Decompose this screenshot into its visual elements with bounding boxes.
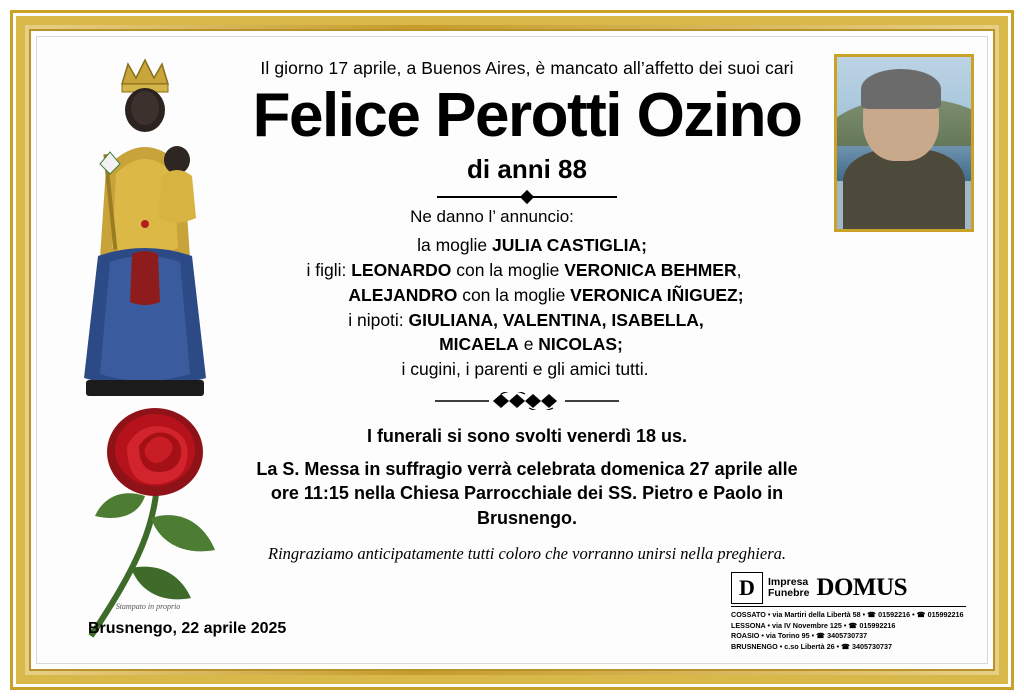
deceased-name: Felice Perotti Ozino [252,81,802,150]
deceased-portrait-photo [834,54,974,232]
memorial-text-column [230,40,824,660]
agency-contact-line: ROASIO • via Torino 95 • ☎ 3405730737 [731,631,868,641]
flourish-icon [427,392,627,410]
list-item: i cugini, i parenti e gli amici tutti. [401,359,649,380]
print-note: Stampato in proprio [115,602,181,611]
photo-hair [861,69,941,109]
agency-contact-line: COSSATO • via Martiri della Libertà 58 • ☎ 01592216 • ☎ 015992216 [731,610,964,620]
place-and-date: Brusnengo, 22 aprile 2025 [88,620,287,637]
funeral-info: I funerali si sono svolti venerdì 18 us. [366,426,688,447]
thanks-text: Ringraziamo anticipatamente tutti coloro che vorranno unirsi nella preghiera. [267,544,787,564]
list-item: MICAELA e NICOLAS; [439,334,623,355]
agency-word-2: Funebre [768,586,810,599]
agency-rule [731,606,966,608]
agency-contact-line: BRUSNENGO • c.so Libertà 26 • ☎ 3405730737 [731,641,892,651]
mass-line-2: ore 11:15 nella Chiesa Parrocchiale dei SS. Pietro e Paolo in Brusnengo. [270,483,784,528]
mass-info [230,457,824,530]
lead-text: Il giorno 17 aprile, a Buenos Aires, è mancato all’affetto dei suoi cari [260,58,794,78]
mass-line-1: La S. Messa in suffragio verrà celebrata domenica 27 aprile alle [256,459,798,480]
agency-contacts [731,610,966,652]
family-list [230,233,824,382]
list-item: la moglie JULIA CASTIGLIA; [417,235,647,256]
photo-body [843,149,965,229]
agency-logo [731,572,966,604]
poster-content [40,40,984,660]
agency-badge-icon: D [731,572,763,604]
ornament-divider-icon [230,392,824,414]
list-item: i figli: LEONARDO con la moglie VERONICA BEHMER, [306,259,742,280]
deceased-age: di anni 88 [467,154,587,185]
list-item: i nipoti: GIULIANA, VALENTINA, ISABELLA, [348,309,704,330]
agency-words [768,577,809,599]
funeral-agency-block [731,572,966,652]
diamond-divider-icon [437,191,617,203]
announcement-label: Ne danno l’ annuncio: [410,207,574,227]
agency-contact-line: LESSONA • via IV Novembre 125 • ☎ 015992216 [731,620,896,630]
list-item: ALEJANDRO con la moglie VERONICA IÑIGUEZ; [348,284,744,305]
agency-brand: DOMUS [816,573,907,601]
agency-word-1: Impresa [768,575,809,588]
